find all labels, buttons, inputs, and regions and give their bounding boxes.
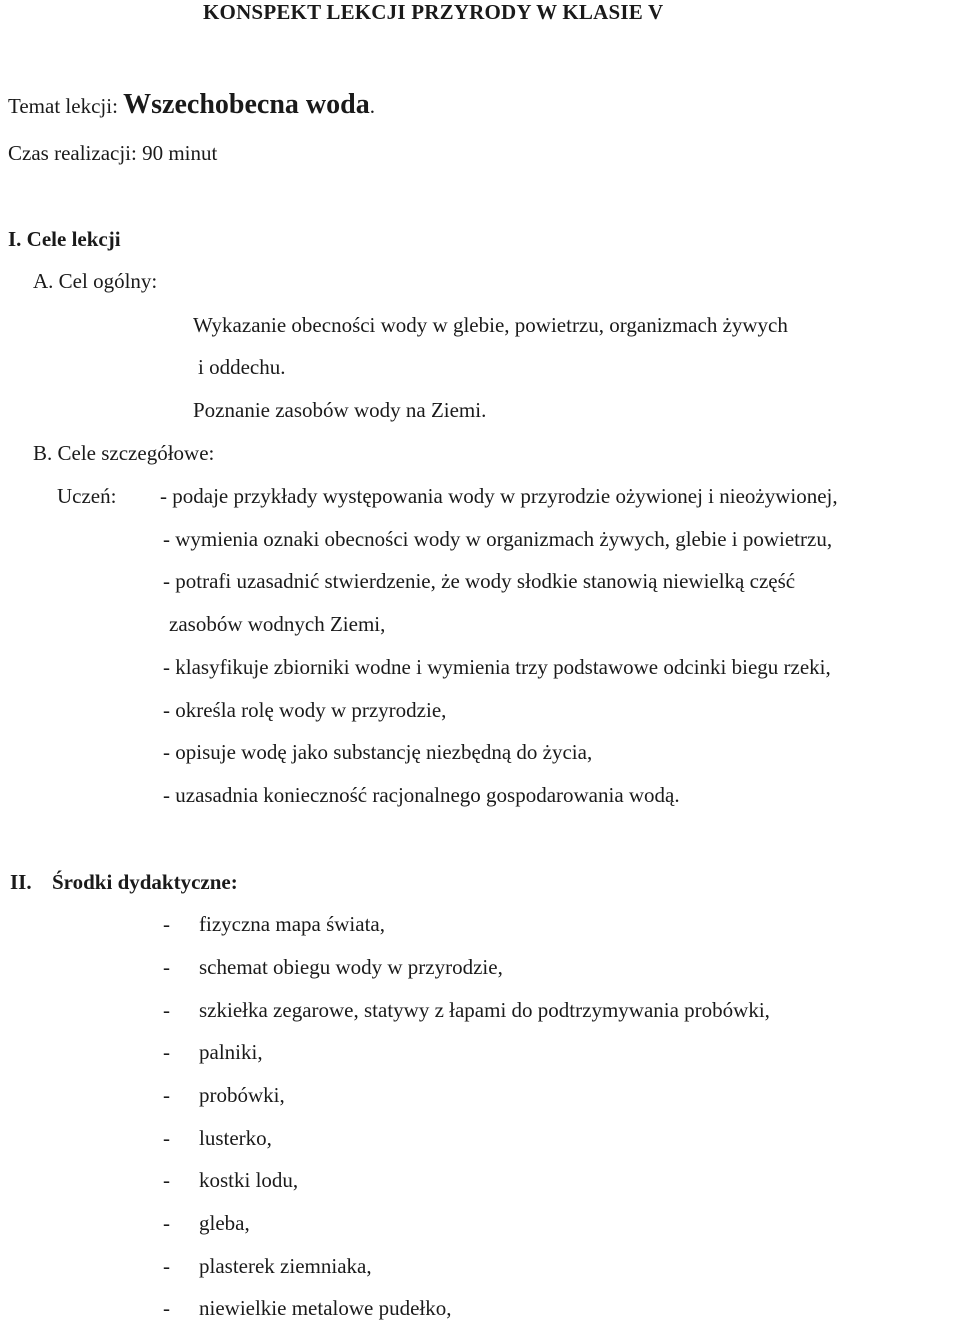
dash: - (163, 1168, 170, 1192)
dash: - (163, 912, 170, 936)
specific-goal-item: - wymienia oznaki obecności wody w organizmach żywych, glebie i powietrzu, (163, 527, 833, 551)
specific-goal-item: - uzasadnia konieczność racjonalnego gospodarowania wodą. (163, 783, 680, 807)
material-item: szkiełka zegarowe, statywy z łapami do podtrzymywania probówki, (199, 998, 770, 1022)
topic-end: . (369, 94, 375, 118)
material-item: schemat obiegu wody w przyrodzie, (199, 955, 503, 979)
section-goals-heading: I. Cele lekcji (8, 227, 121, 251)
material-item: probówki, (199, 1083, 285, 1107)
general-goal-line: Poznanie zasobów wody na Ziemi. (193, 398, 487, 422)
dash: - (163, 1126, 170, 1150)
dash: - (163, 1083, 170, 1107)
specific-goal-item-continuation: zasobów wodnych Ziemi, (169, 612, 386, 636)
dash: - (163, 1040, 170, 1064)
section-materials-heading: Środki dydaktyczne: (52, 870, 238, 894)
material-item: fizyczna mapa świata, (199, 912, 385, 936)
lesson-duration: Czas realizacji: 90 minut (8, 141, 218, 165)
general-goal-label: A. Cel ogólny: (33, 269, 158, 293)
material-item: gleba, (199, 1211, 250, 1235)
dash: - (163, 1296, 170, 1320)
dash: - (163, 1211, 170, 1235)
topic-label: Temat lekcji: (8, 94, 124, 118)
page-title: KONSPEKT LEKCJI PRZYRODY W KLASIE V (203, 0, 664, 24)
material-item: kostki lodu, (199, 1168, 299, 1192)
dash: - (163, 955, 170, 979)
specific-goal-item: - podaje przykłady występowania wody w przyrodzie ożywionej i nieożywionej, (160, 484, 838, 508)
specific-goals-label: B. Cele szczegółowe: (33, 441, 215, 465)
dash: - (163, 1254, 170, 1278)
material-item: plasterek ziemniaka, (199, 1254, 372, 1278)
material-item: lusterko, (199, 1126, 272, 1150)
specific-goal-item: - klasyfikuje zbiorniki wodne i wymienia trzy podstawowe odcinki biegu rzeki, (163, 655, 831, 679)
lesson-topic (8, 89, 375, 122)
dash: - (163, 998, 170, 1022)
student-label: Uczeń: (57, 484, 117, 508)
general-goal-line: Wykazanie obecności wody w glebie, powietrzu, organizmach żywych (193, 313, 788, 337)
specific-goal-item: - opisuje wodę jako substancję niezbędną do życia, (163, 740, 593, 764)
material-item: palniki, (199, 1040, 263, 1064)
section-number: II. (10, 870, 32, 894)
specific-goal-item: - określa rolę wody w przyrodzie, (163, 698, 447, 722)
general-goal-line: i oddechu. (198, 355, 286, 379)
material-item: niewielkie metalowe pudełko, (199, 1296, 452, 1320)
specific-goal-item: - potrafi uzasadnić stwierdzenie, że wody słodkie stanowią niewielką część (163, 569, 796, 593)
topic-value: Wszechobecna woda (123, 89, 370, 120)
